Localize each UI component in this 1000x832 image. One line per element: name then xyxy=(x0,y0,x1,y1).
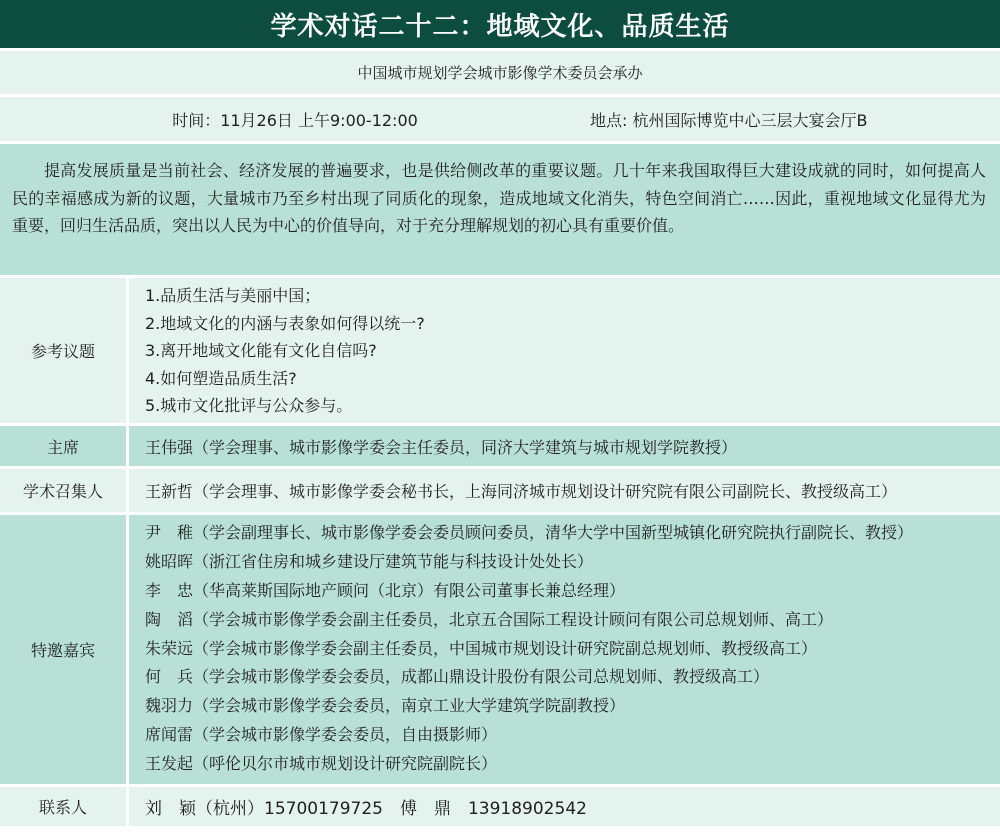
topic-item: 5.城市文化批评与公众参与。 xyxy=(145,396,353,416)
guest-item: 姚昭晖（浙江省住房和城乡建设厅建筑节能与科技设计处处长） xyxy=(145,551,594,571)
chair-value: 王伟强（学会理事、城市影像学委会主任委员，同济大学建筑与城市规划学院教授） xyxy=(145,437,738,457)
chair-label: 主席 xyxy=(46,437,79,457)
guest-item: 陶 滔（学会城市影像学委会副主任委员，北京五合国际工程设计顾问有限公司总规划师、高工） xyxy=(145,609,834,629)
guests-row xyxy=(0,515,1000,784)
topic-item: 1.品质生活与美丽中国； xyxy=(145,286,321,305)
guest-item: 尹 稚（学会副理事长、城市影像学委会委员顾问委员，清华大学中国新型城镇化研究院执行副院长、教授） xyxy=(145,523,914,542)
guest-item: 李 忠（华高莱斯国际地产顾问（北京）有限公司董事长兼总经理） xyxy=(145,580,626,600)
contact-label: 联系人 xyxy=(38,798,87,817)
guest-item: 魏羽力（学会城市影像学委会委员，南京工业大学建筑学院副教授） xyxy=(145,696,626,716)
convener-value: 王新哲（学会理事、城市影像学委会秘书长，上海同济城市规划设计研究院有限公司副院长、教授级高工） xyxy=(145,482,898,501)
guest-item: 席闻雷（学会城市影像学委会委员，自由摄影师） xyxy=(145,725,498,745)
guest-item: 何 兵（学会城市影像学委会委员，成都山鼎设计股份有限公司总规划师、教授级高工） xyxy=(145,667,770,687)
topic-item: 2.地域文化的内涵与表象如何得以统一? xyxy=(145,313,425,333)
guest-item: 朱荣远（学会城市影像学委会副主任委员，中国城市规划设计研究院副总规划师、教授级高工） xyxy=(145,638,818,658)
intro-paragraph: 提高发展质量是当前社会、经济发展的普遍要求，也是供给侧改革的重要议题。几十年来我国取得巨大建设成就的同时，如何提高人民的幸福感成为新的议题，大量城市乃至乡村出现了同质化的现象，造成地域文化消失，特色空间消亡……因此，重视地域文化显得尤为重要，回归生活品质，突出以人民为中心的价值导向，对于充分理解规划的初心具有重要价值。 xyxy=(0,144,1000,275)
guests-label: 特邀嘉宾 xyxy=(30,641,95,660)
event-place: 地点: 杭州国际博览中心三层大宴会厅B xyxy=(590,110,868,130)
guests-list xyxy=(129,515,1000,784)
page-title: 学术对话二十二：地域文化、品质生活 xyxy=(0,0,1000,48)
convener-label: 学术召集人 xyxy=(22,482,103,501)
convener-row xyxy=(0,469,1000,512)
contact-value: 刘 颖（杭州）15700179725 傅 鼎 13918902542 xyxy=(145,799,587,819)
topics-row xyxy=(0,278,1000,423)
topics-label: 参考议题 xyxy=(30,342,95,361)
time-place-row xyxy=(0,97,1000,141)
contact-row xyxy=(0,787,1000,826)
guest-item: 王发起（呼伦贝尔市城市规划设计研究院副院长） xyxy=(145,754,498,774)
organizer-line: 中国城市规划学会城市影像学术委员会承办 xyxy=(0,51,1000,94)
topic-item: 4.如何塑造品质生活? xyxy=(145,368,297,388)
event-time: 时间：11月26日 上午9:00-12:00 xyxy=(172,110,418,130)
topics-list xyxy=(129,278,1000,423)
topic-item: 3.离开地域文化能有文化自信吗? xyxy=(145,341,377,361)
chair-row xyxy=(0,426,1000,466)
